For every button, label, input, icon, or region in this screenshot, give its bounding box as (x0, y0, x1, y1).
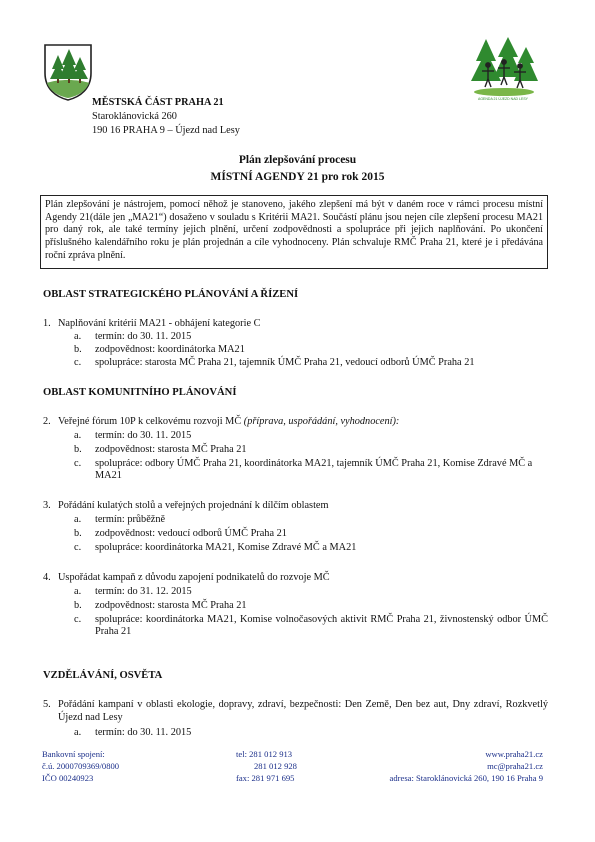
sub-text: spolupráce: starosta MČ Praha 21, tajemník ÚMČ Praha 21, vedoucí odborů ÚMČ Praha 21 (95, 357, 475, 368)
sub-letter: a. (74, 727, 82, 738)
sub-text: zodpovědnost: starosta MČ Praha 21 (95, 444, 247, 455)
sub-text: termín: do 30. 11. 2015 (95, 430, 192, 441)
item-text: Pořádání kulatých stolů a veřejných projednání k dílčím oblastem (58, 500, 329, 511)
sub-letter: c. (74, 542, 82, 553)
list-item (43, 572, 548, 585)
sub-item (74, 528, 548, 541)
sub-item (74, 444, 548, 457)
document-title-line1: Plán zlepšování procesu (238, 154, 357, 166)
sub-item (74, 430, 548, 443)
sub-letter: b. (74, 528, 82, 539)
sub-text: spolupráce: koordinátorka MA21, Komise volnočasových aktivit RMČ Praha 21, živnostenský odbor ÚMČ Praha 21 (95, 614, 548, 638)
item-number: 3. (43, 500, 51, 511)
section-heading: OBLAST STRATEGICKÉHO PLÁNOVÁNÍ A ŘÍZENÍ (43, 289, 299, 300)
sub-letter: a. (74, 586, 82, 597)
sub-item (74, 357, 548, 370)
footer-web-link[interactable]: www.praha21.cz (485, 749, 543, 759)
list-item (43, 699, 548, 725)
list-item (43, 318, 548, 331)
sub-item (74, 331, 548, 344)
sub-letter: a. (74, 430, 82, 441)
footer-fax: fax: 281 971 695 (236, 773, 295, 783)
sub-item (74, 514, 548, 527)
sub-text: spolupráce: odbory ÚMČ Praha 21, koordinátorka MA21, tajemník ÚMČ Praha 21, Komise Zdravé MČ a MA21 (95, 458, 533, 482)
sub-letter: a. (74, 331, 82, 342)
sub-item (74, 458, 548, 484)
item-number: 1. (43, 318, 51, 329)
agenda21-logo (468, 35, 538, 103)
list-item (43, 416, 548, 429)
sub-text: termín: do 31. 12. 2015 (95, 586, 192, 597)
coat-of-arms-logo (42, 43, 94, 101)
item-text-italic: (příprava, uspořádání, vyhodnocení): (243, 416, 400, 427)
org-city: 190 16 PRAHA 9 – Újezd nad Lesy (92, 125, 240, 136)
sub-letter: c. (74, 458, 82, 469)
footer-account: č.ú. 2000709369/0800 (42, 761, 120, 771)
item-text (58, 416, 548, 429)
sub-item (74, 600, 548, 613)
sub-letter: b. (74, 600, 82, 611)
item-text-main: Veřejné fórum 10P k celkovému rozvoji MČ (58, 416, 242, 427)
sub-text: zodpovědnost: starosta MČ Praha 21 (95, 600, 247, 611)
org-name: MĚSTSKÁ ČÁST PRAHA 21 (92, 97, 224, 108)
item-text: Uspořádat kampaň z důvodu zapojení podnikatelů do rozvoje MČ (58, 572, 330, 583)
sub-text: zodpovědnost: vedoucí odborů ÚMČ Praha 21 (95, 528, 287, 539)
item-number: 5. (43, 699, 51, 710)
sub-letter: a. (74, 514, 82, 525)
footer-email-link[interactable]: mc@praha21.cz (487, 761, 543, 771)
sub-text: termín: průběžně (95, 514, 166, 525)
intro-box: Plán zlepšování je nástrojem, pomocí něhož je stanoveno, jakého zlepšení má být v daném roce v rámci procesu místní Agendy 21(dále jen „MA21“) dosaženo v souladu s Kritérii MA21. Součástí plánu jsou nejen cíle zlepšení procesu MA21 pro daný rok, ale také termíny jejich plnění, určení zodpovědnosti a spolupráce při jejich naplňování. Po ukončení příslušného kalendářního roku je plán projednán a cíle vyhodnoceny. Plán schvaluje RMČ Praha 21, které je i předávána roční zpráva plnění. (40, 195, 548, 269)
logo-caption: AGENDA 21 ÚJEZD NAD LESY (478, 97, 528, 101)
document-title-line2: MÍSTNÍ AGENDY 21 pro rok 2015 (210, 171, 385, 183)
item-number: 2. (43, 416, 51, 427)
footer-ico: IČO 00240923 (42, 773, 94, 783)
sub-item (74, 344, 548, 357)
footer-bank-label: Bankovní spojení: (42, 749, 105, 759)
org-street: Staroklánovická 260 (92, 111, 177, 122)
sub-text: termín: do 30. 11. 2015 (95, 727, 192, 738)
item-number: 4. (43, 572, 51, 583)
sub-letter: c. (74, 614, 82, 625)
footer-tel2: 281 012 928 (254, 761, 297, 771)
section-heading: VZDĚLÁVÁNÍ, OSVĚTA (43, 670, 163, 681)
sub-text: termín: do 30. 11. 2015 (95, 331, 192, 342)
sub-letter: c. (74, 357, 82, 368)
sub-letter: b. (74, 344, 82, 355)
item-text: Pořádání kampaní v oblasti ekologie, dopravy, zdraví, bezpečnosti: Den Země, Den bez aut, Dny zdraví, Rozkvetlý Újezd nad Lesy (58, 699, 548, 723)
item-text: Naplňování kritérií MA21 - obhájení kategorie C (58, 318, 261, 329)
footer-tel1: tel: 281 012 913 (236, 749, 293, 759)
list-item (43, 500, 548, 513)
sub-letter: b. (74, 444, 82, 455)
sub-item (74, 727, 548, 740)
section-heading: OBLAST KOMUNITNÍHO PLÁNOVÁNÍ (43, 387, 237, 398)
footer-address: adresa: Staroklánovická 260, 190 16 Praha 9 (389, 773, 543, 783)
sub-item (74, 614, 548, 640)
sub-text: zodpovědnost: koordinátorka MA21 (95, 344, 245, 355)
sub-text: spolupráce: koordinátorka MA21, Komise Zdravé MČ a MA21 (95, 542, 357, 553)
sub-item (74, 586, 548, 599)
sub-item (74, 542, 548, 555)
